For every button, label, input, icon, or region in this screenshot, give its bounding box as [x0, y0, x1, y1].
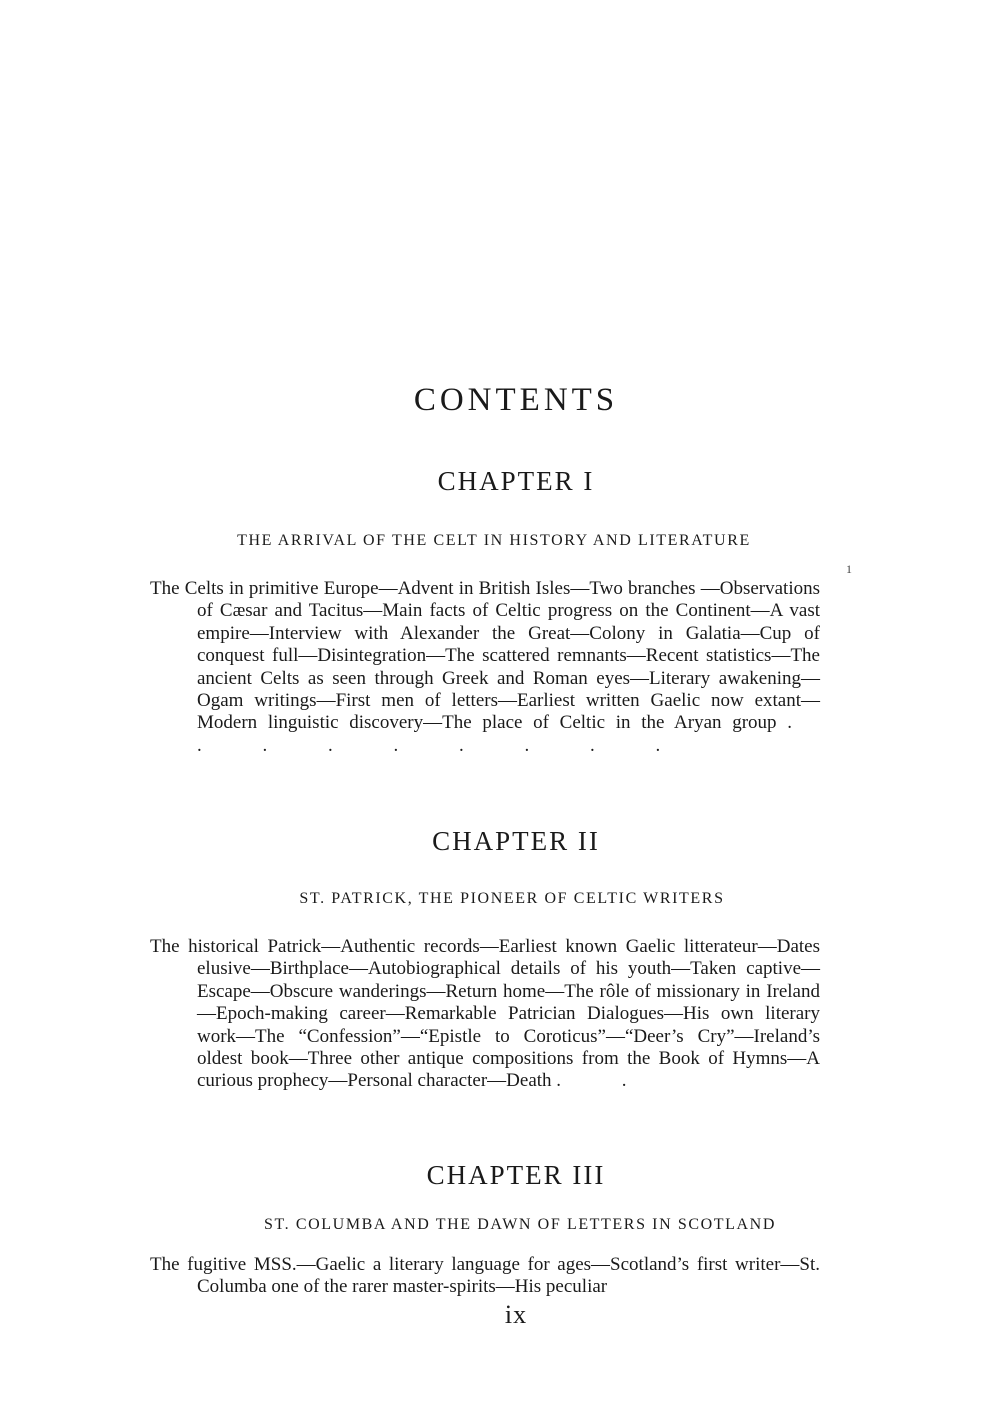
chapter-heading: CHAPTER III: [426, 1160, 606, 1190]
chapter-summary-text: The fugitive MSS.—Gaelic a literary language for ages—Scotland’s first writer—St. Columba one of the rarer master-spirits—His peculiar: [150, 1254, 820, 1298]
chapter-summary-text: The historical Patrick—Authentic records—Earliest known Gaelic litterateur—Dates elusive—Birthplace—Autobiographical details of his youth—Taken captive—Escape—Obscure wanderings—Return home—The rôle of missionary in Ireland—Epoch-making career—Remarkable Patrician Dialogues—His own literary work—The “Confession”—“Epistle to Coroticus”—“Deer’s Cry”—Ireland’s oldest book—Three other antique compositions from the Book of Hymns—A curious prophecy—Personal character—Death: [150, 936, 820, 1092]
chapter-heading: CHAPTER II: [432, 826, 600, 856]
chapter-subtitle: ST. PATRICK, THE PIONEER OF CELTIC WRITERS: [299, 890, 725, 907]
chapter-subtitle: ST. COLUMBA AND THE DAWN OF LETTERS IN SCOTLAND: [264, 1216, 776, 1233]
dot-leader: . . . . . . . . .: [197, 712, 821, 756]
stray-mark: 1: [846, 562, 852, 576]
chapter-summary: [150, 578, 820, 757]
chapter-heading: CHAPTER I: [437, 466, 595, 496]
chapter-summary-text: The Celts in primitive Europe—Advent in British Isles—Two branches —Observations of Cæsar and Tacitus—Main facts of Celtic progress on the Continent—A vast empire—Interview with Alexander the Great—Colony in Galatia—Cup of conquest full—Disintegration—The scattered remnants—Recent statistics—The ancient Celts as seen through Greek and Roman eyes—Literary awakening—Ogam writings—First men of letters—Earliest written Gaelic now extant—Modern linguistic discovery—The place of Celtic in the Aryan group: [150, 578, 820, 734]
page-number: ix: [504, 1300, 528, 1329]
dot-leader: . .: [556, 1070, 655, 1092]
chapter-subtitle: THE ARRIVAL OF THE CELT IN HISTORY AND LITERATURE: [237, 532, 751, 549]
page-title: CONTENTS: [413, 382, 619, 418]
chapter-summary: [150, 1254, 820, 1299]
chapter-summary: [150, 936, 820, 1093]
